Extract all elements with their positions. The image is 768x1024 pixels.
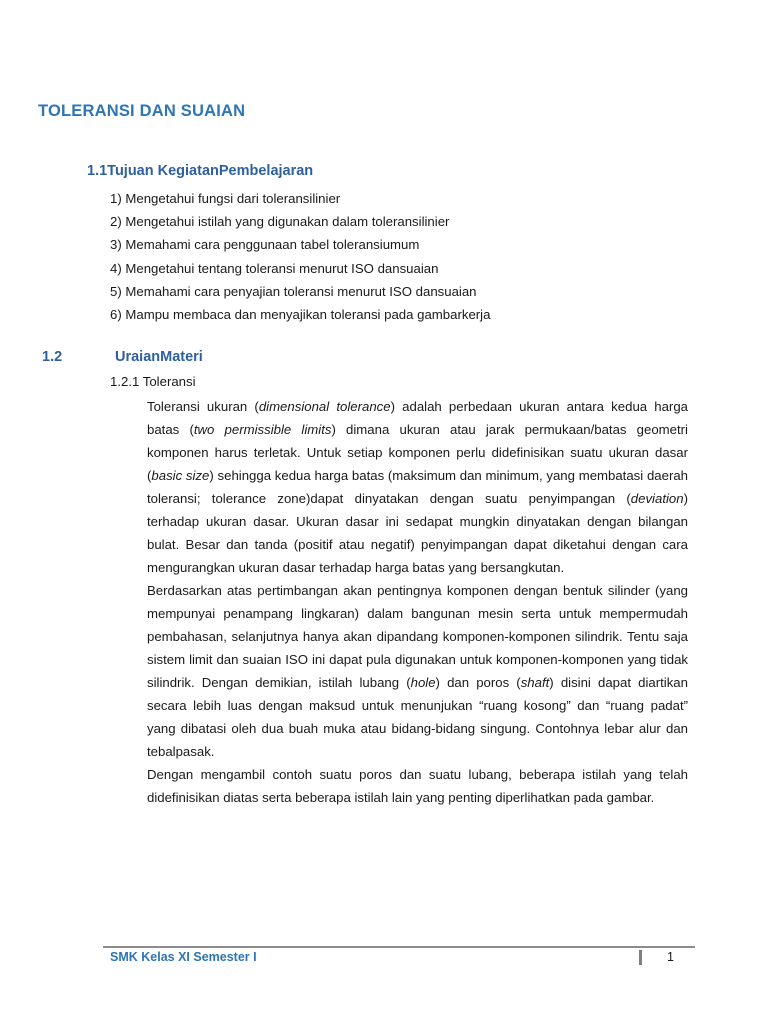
chapter-title: TOLERANSI DAN SUAIAN xyxy=(38,102,246,120)
objectives-list xyxy=(110,187,490,326)
italic-term: two permissible limits xyxy=(193,422,332,437)
list-item: 1) Mengetahui fungsi dari toleransilinier xyxy=(110,191,341,206)
text-run: ) disini dapat diartikan secara lebih luas dengan maksud untuk menunjukan “ruang kosong” dan “ruang padat” yang dibatasi oleh dua buah muka atau bidang-bidang singung. Contohnya lebar alur dan tebalpasak. xyxy=(147,675,688,759)
list-item: 2) Mengetahui istilah yang digunakan dalam toleransilinier xyxy=(110,214,450,230)
section-heading-1-2: UraianMateri xyxy=(115,349,203,365)
text-run: Dengan mengambil contoh suatu poros dan suatu lubang, beberapa istilah yang telah didefinisikan diatas serta beberapa istilah lain yang penting diperlihatkan pada gambar. xyxy=(147,767,688,805)
italic-term: basic size xyxy=(151,468,210,483)
paragraph xyxy=(147,763,688,809)
text-run: ) sehingga kedua harga batas (maksimum dan minimum, yang membatasi daerah toleransi; tolerance zone)dapat dinyatakan dengan suatu penyimpangan ( xyxy=(147,468,689,506)
section-number-1-2: 1.2 xyxy=(42,349,63,365)
text-run: ) terhadap ukuran dasar. Ukuran dasar ini sedapat mungkin dinyatakan dengan bilangan bulat. Besar dan tanda (positif atau negatif) penyimpangan dapat diketahui dengan cara mengurangkan ukuran dasar terhadap harga batas yang bersangkutan. xyxy=(147,491,688,575)
list-item: 6) Mampu membaca dan menyajikan toleransi pada gambarkerja xyxy=(110,307,491,323)
subsection-heading-1-2-1: 1.2.1 Toleransi xyxy=(110,374,196,389)
paragraph xyxy=(147,579,688,763)
footer-separator xyxy=(639,950,642,965)
footer-divider xyxy=(103,946,695,948)
body-text xyxy=(147,395,688,809)
italic-term: shaft xyxy=(520,675,550,690)
text-run: ) adalah perbedaan ukuran antara kedua harga batas ( xyxy=(147,399,688,437)
page-number: 1 xyxy=(667,950,674,964)
paragraph xyxy=(147,395,688,579)
list-item: 4) Mengetahui tentang toleransi menurut ISO dansuaian xyxy=(110,260,439,276)
footer-course-label: SMK Kelas XI Semester I xyxy=(110,950,257,964)
text-run: ) dan poros ( xyxy=(435,675,521,690)
italic-term: deviation xyxy=(630,491,684,506)
italic-term: hole xyxy=(410,675,436,690)
italic-term: dimensional tolerance xyxy=(258,399,391,414)
text-run: ) dimana ukuran atau jarak permukaan/batas geometri komponen harus terletak. Untuk setiap komponen perlu didefinisikan suatu ukuran dasar ( xyxy=(147,422,688,483)
text-run: Toleransi ukuran ( xyxy=(147,399,259,414)
text-run: Berdasarkan atas pertimbangan akan pentingnya komponen dengan bentuk silinder (yang mempunyai penampang lingkaran) dalam bangunan mesin serta untuk mempermudah pembahasan, selanjutnya hanya akan dipandang komponen-komponen silindrik. Tentu saja sistem limit dan suaian ISO ini dapat pula digunakan untuk komponen-komponen yang tidak silindrik. Dengan demikian, istilah lubang ( xyxy=(147,583,688,690)
section-heading-1-1: 1.1Tujuan KegiatanPembelajaran xyxy=(87,163,314,179)
list-item: 5) Memahami cara penyajian toleransi menurut ISO dansuaian xyxy=(110,283,477,299)
list-item: 3) Memahami cara penggunaan tabel toleransiumum xyxy=(110,237,420,253)
